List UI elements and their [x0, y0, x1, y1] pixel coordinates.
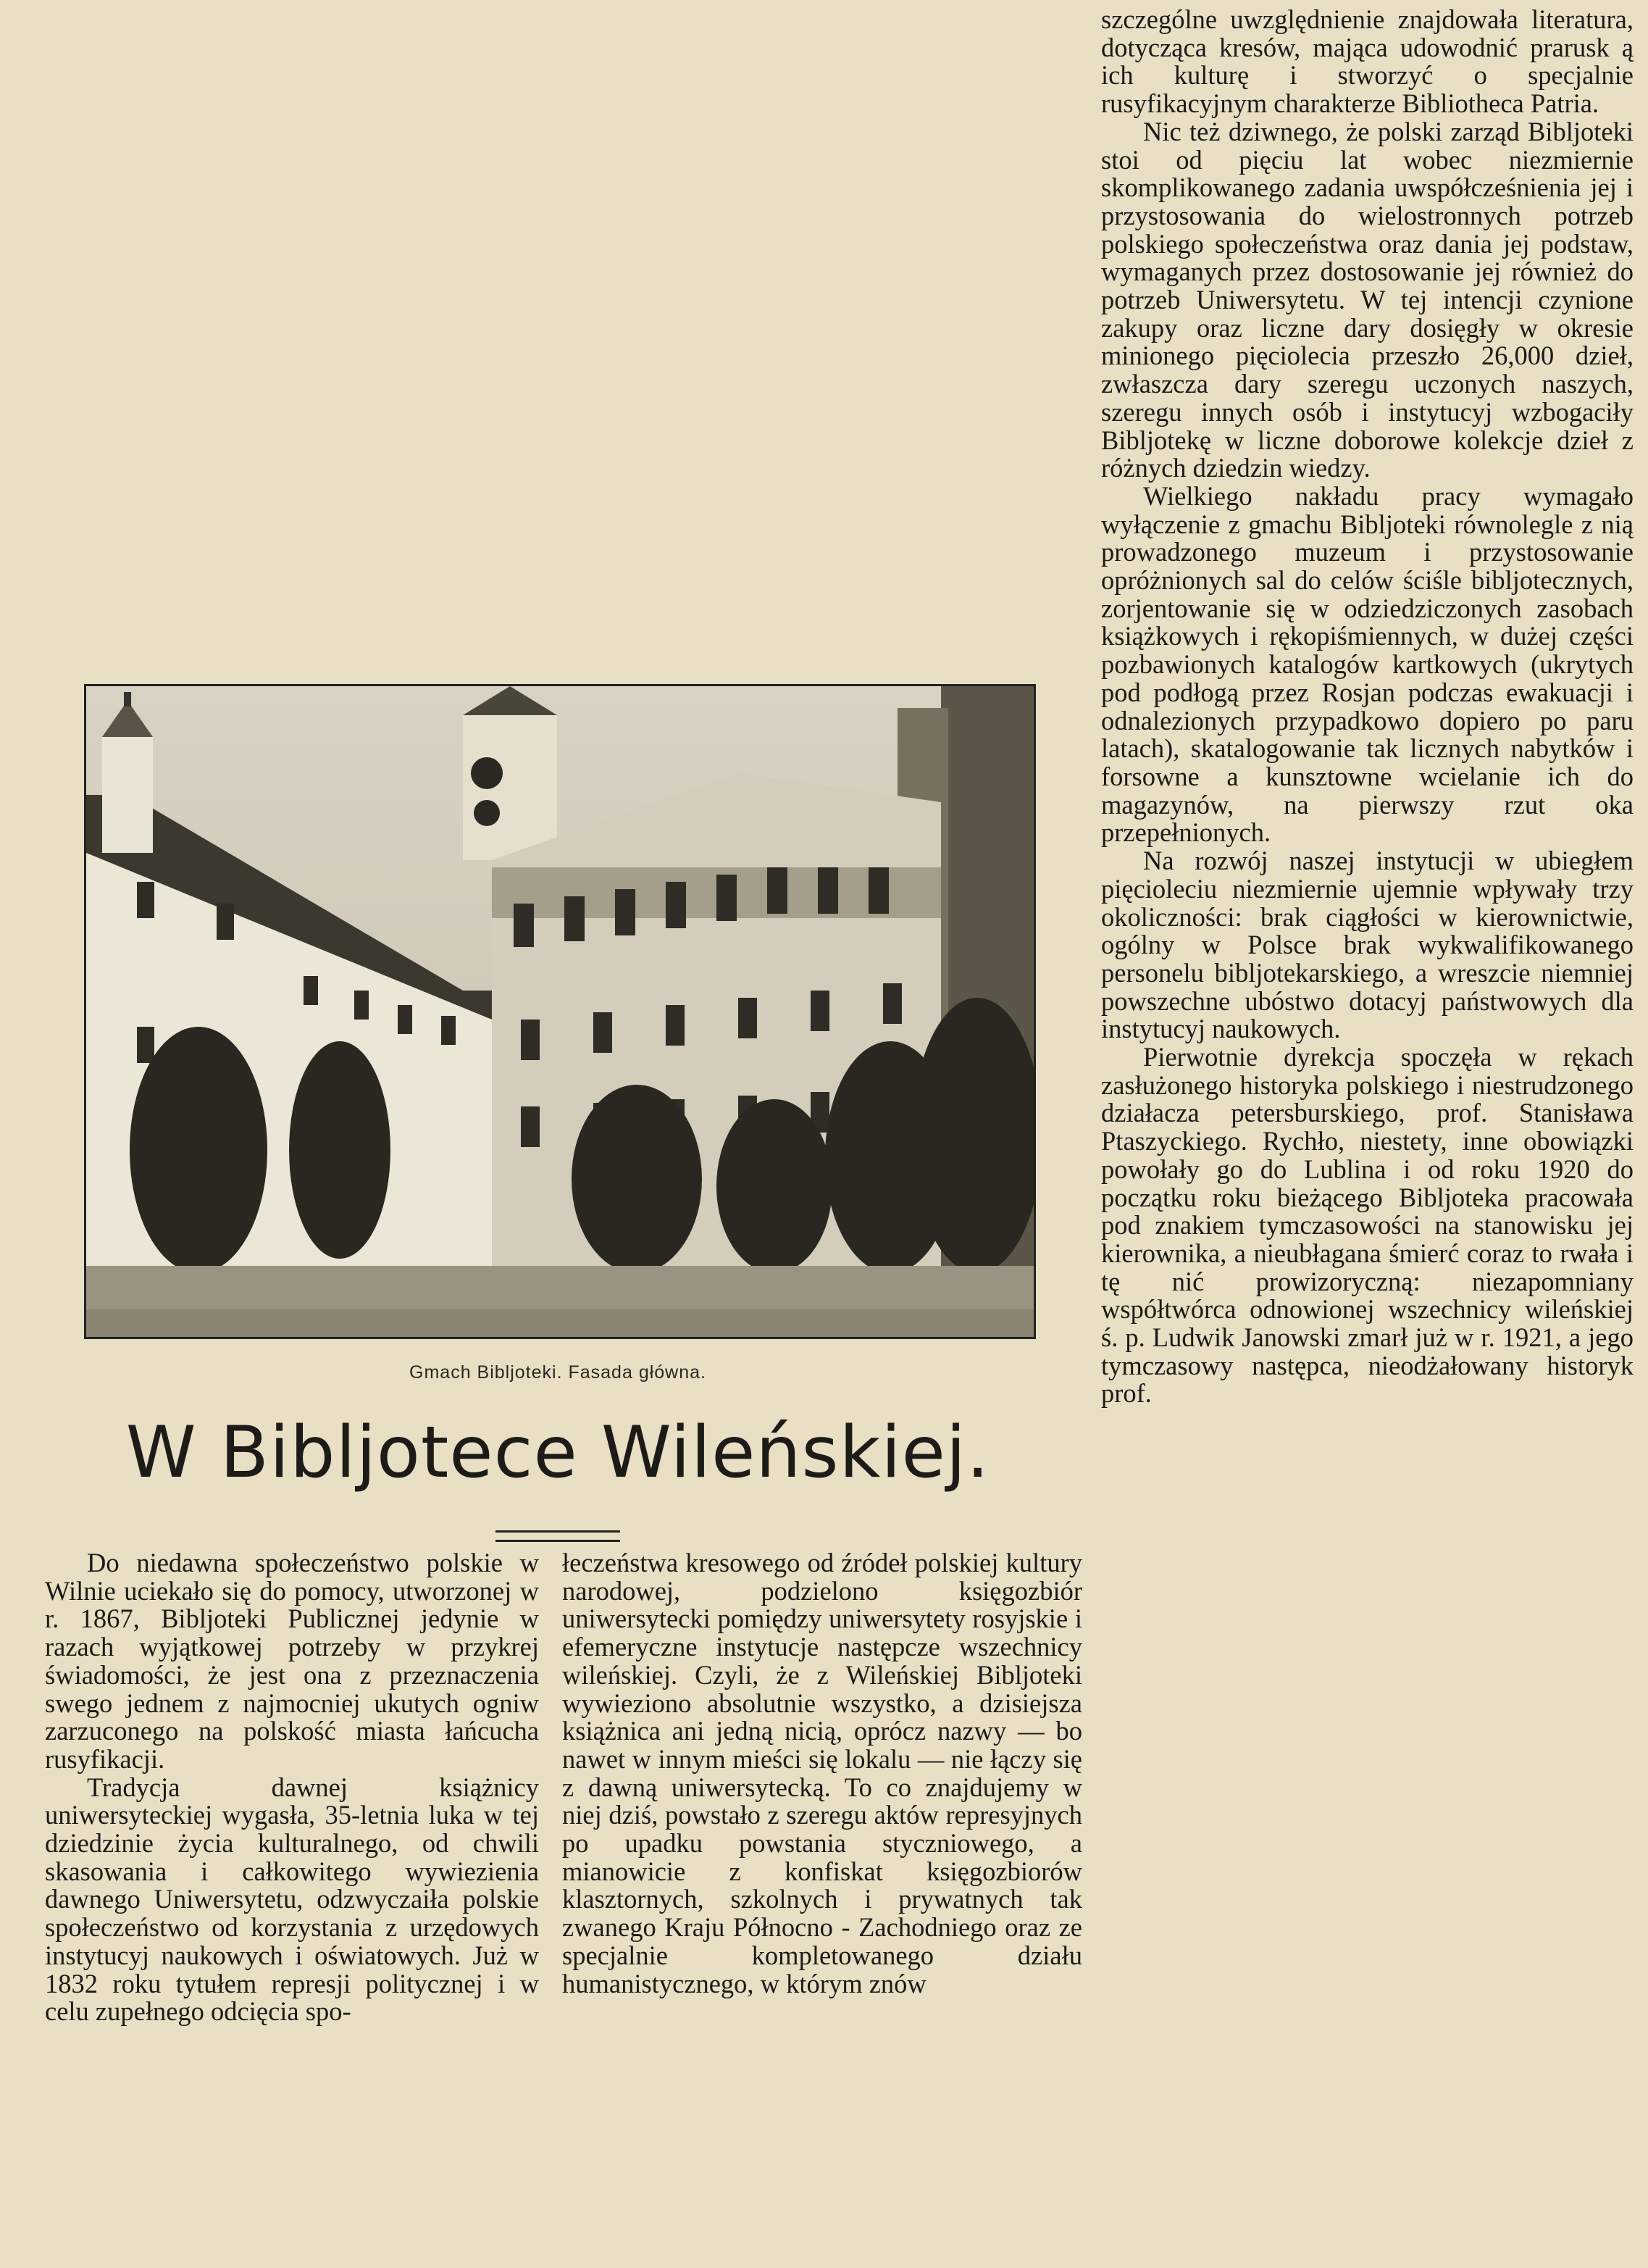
paragraph: Na rozwój naszej instytucji w ubiegłem pięcioleciu niezmiernie ujemnie wpływały trzy okoliczności: brak ciągłości w kierownictwie, ogólny w Polsce brak wykwalifikowanego personelu bibljotekarskiego, a wreszcie niemniej powszechne ubóstwo dotacyj państwowych dla instytucyj naukowych.: [1101, 846, 1634, 1044]
paragraph: Wielkiego nakładu pracy wymagało wyłączenie z gmachu Bibljoteki równolegle z nią prowadzonego muzeum i przystosowanie opróżnionych sal do celów ściśle bibljotecznych, zorjentowanie się w odziedziczonych zasobach książkowych i rękopiśmiennych, w dużej części pozbawionych katalogów kartkowych (ukrytych pod podłogą przez Rosjan podczas ewakuacji i odnalezionych przypadkowo dopiero po paru latach), skatalogowanie tak licznych nabytków i forsowne a kunsztowne wcielanie ich do magazynów, na pierwszy rzut oka przepełnionych.: [1101, 480, 1634, 848]
article-title: W Bibljotece Wileńskiej.: [125, 1412, 990, 1494]
paragraph: Pierwotnie dyrekcja spoczęła w rękach zasłużonego historyka polskiego i niestrudzonego działacza petersburskiego, prof. Stanisława Ptaszyckiego. Rychło, niestety, inne obowiązki powołały go do Lublina i od roku 1920 do początku roku bieżącego Bibljoteka pracowała pod znakiem tymczasowości na stanowisku jej kierownika, a nieubłagana śmierć coraz to rwała i tę nić prowizoryczną: niezapomniany współtwórca odnowionej wszechnicy wileńskiej ś. p. Ludwik Janowski zmarł już w r. 1921, a jego tymczasowy następca, nieodżałowany historyk prof.: [1101, 1042, 1634, 1409]
middle-column: [562, 1549, 1082, 1998]
paragraph: Do niedawna społeczeństwo polskie w Wilnie uciekało się do pomocy, utworzonej w r. 1867, Bibljoteki Publicznej jedynie w razach wyjątkowej potrzeby w przykrej świadomości, że jest ona z przeznaczenia swego jednem z najmocniej ukutych ogniw zarzuconego na polskość miasta łańcucha rusyfikacji.: [45, 1548, 539, 1774]
title-divider: [495, 1530, 620, 1542]
paragraph: Nic też dziwnego, że polski zarząd Bibljoteki stoi od pięciu lat wobec niezmiernie skomplikowanego zadania uwspółcześnienia jej i przystosowania do wielostronnych potrzeb polskiego społeczeństwa oraz dania jej podstaw, wymaganych przez dostosowanie jej również do potrzeb Uniwersytetu. W tej intencji czynione zakupy oraz liczne dary dosięgły w okresie minionego pięciolecia przeszło 26,000 dzieł, zwłaszcza dary szeregu uczonych naszych, szeregu innych osób i instytucyj wzbogaciły Bibljotekę w liczne doborowe kolekcje dzieł z różnych dziedzin wiedzy.: [1101, 116, 1634, 483]
photo-caption: Gmach Bibljoteki. Fasada główna.: [409, 1362, 706, 1383]
left-column: [45, 1549, 539, 2026]
paragraph: szczególne uwzględnienie znajdowała literatura, dotycząca kresów, mająca udowodnić prarusk ą ich kulturę i stworzyć o specjalnie rusyfikacyjnym charakterze Bibliotheca Patria.: [1101, 4, 1634, 119]
right-column: [1101, 6, 1634, 1408]
library-building-photo: [84, 684, 1036, 1339]
paragraph: łeczeństwa kresowego od źródeł polskiej kultury narodowej, podzielono księgozbiór uniwersytecki pomiędzy uniwersytety rosyjskie i efemeryczne instytucje następcze wszechnicy wileńskiej. Czyli, że z Wileńskiej Bibljoteki wywieziono absolutnie wszystko, a dzisiejsza książnica ani jedną nicią, oprócz nazwy — bo nawet w innym mieści się lokalu — nie łączy się z dawną uniwersytecką. To co znajdujemy w niej dziś, powstało z szeregu aktów represyjnych po upadku powstania styczniowego, a mianowicie z konfiskat księgozbiorów klasztornych, szkolnych i prywatnych tak zwanego Kraju Północno - Zachodniego oraz ze specjalnie kompletowanego działu humanistycznego, w którym znów: [562, 1548, 1082, 1998]
paragraph: Tradycja dawnej książnicy uniwersyteckiej wygasła, 35-letnia luka w tej dziedzinie życia kulturalnego, od chwili skasowania i całkowitego wywiezienia dawnego Uniwersytetu, odzwyczaiła polskie społeczeństwo od korzystania z urzędowych instytucyj naukowych i oświatowych. Już w 1832 roku tytułem represji politycznej i w celu zupełnego odcięcia spo-: [45, 1772, 539, 2027]
